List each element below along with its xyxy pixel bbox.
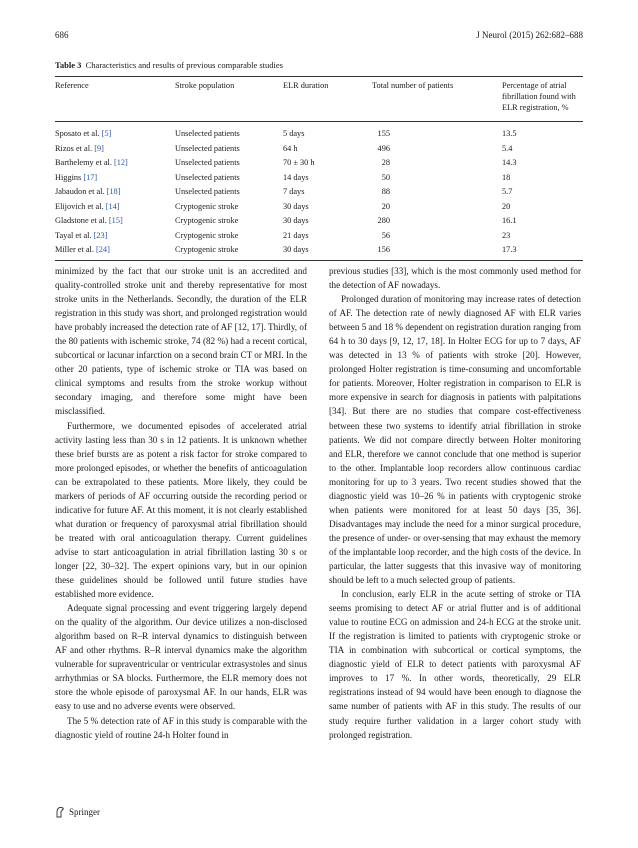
citation-link[interactable]: [9] [94,143,104,153]
table-row [55,216,583,231]
cell-duration: 30 days [283,216,309,225]
cell-percent: 5.7 [502,187,513,196]
cell-percent: 14.3 [502,158,517,167]
cell-reference: Rizos et al. [9] [55,143,104,153]
cell-percent: 17.3 [502,245,517,254]
citation-link[interactable]: [24] [96,245,110,254]
cell-reference: Jabaudon et al. [18] [55,187,121,196]
cell-total: 156 [377,245,390,254]
right-column [329,264,581,742]
cell-total: 496 [377,143,390,153]
cell-population: Unselected patients [175,129,240,138]
footer [55,806,100,818]
page-number: 686 [55,30,69,40]
journal-citation: J Neurol (2015) 262:682–688 [476,30,583,40]
table-caption [55,60,583,70]
paragraph: Prolonged duration of monitoring may increase rates of detection of AF. The detection rate of newly diagnosed AF with ELR varies between 5 and 18 % dependent on registration duration ranging from 64 h to 30 days [9, 12, 17, 18]. In Holter ECG for up to 7 days, AF was detected in 13 % of patients with stroke [20]. However, prolonged Holter registration is time-consuming and uncomfortable for patients. Moreover, Holter registration in comparison to ELR is more expensive in search for diagnosis in patients with palpitations [34]. But there are no studies that compare cost-effectiveness between these two systems to identify atrial fibrillation in stroke patients. We did not compare directly between Holter monitoring and ELR, therefore we cannot conclude that one method is superior to the other. Implantable loop recorders allow continuous cardiac monitoring for up to 3 years. Two recent studies showed that the diagnostic yield was 10–26 % in patients with cryptogenic stroke when patients were monitored for at least 50 days [35, 36]. Disadvantages may include the need for a minor surgical procedure, the presence of under- or over-sensing that may exhaust the memory of the implantable loop recorder, and the high costs of the device. In particular, the latter suggests that this invasive way of monitoring should be left to a much selected group of patients. [329,294,581,586]
cell-percent: 18 [502,172,511,182]
table-label: Table 3 [55,60,82,70]
cell-reference: Tayal et al. [23] [55,230,108,240]
cell-duration: 7 days [283,187,305,196]
cell-duration: 21 days [283,230,309,240]
cell-population: Cryptogenic stroke [175,230,239,240]
cell-population: Cryptogenic stroke [175,216,239,225]
table-row [55,144,583,159]
citation-link[interactable]: [5] [101,129,112,138]
citation-link[interactable]: [17] [83,172,98,182]
citation-link[interactable]: [14] [105,201,120,211]
cell-total: 88 [381,187,390,196]
cell-population: Unselected patients [175,143,240,153]
cell-percent: 5.4 [502,143,513,153]
cell-reference: Barthelemy et al. [12] [55,158,128,167]
paragraph: minimized by the fact that our stroke unit is an accredited and quality-controlled stroke unit and thereby representative for most stroke units in the Netherlands. Secondly, the duration of the ELR registration in this study was short, and prolonged registration would have probably increased the detection rate of AF [12, 17]. Thirdly, of the 80 patients with ischemic stroke, 74 (82 %) had a recent cortical, subcortical or lacunar infarction on a second brain CT or MRI. In the other 20 patients, type of ischemic stroke or TIA was based on clinical symptoms and results from the stroke workup without secondary imaging, and therefore some might have been misclassified. [55,266,307,417]
citation-link[interactable]: [18] [106,187,121,196]
cell-reference: Miller et al. [24] [55,245,110,254]
table-caption-text: Characteristics and results of previous comparable studies [85,60,283,70]
cell-reference: Sposato et al. [5] [55,129,112,138]
cell-total: 20 [381,201,390,211]
cell-duration: 70 ± 30 h [283,158,315,167]
cell-duration: 30 days [283,245,309,254]
cell-total: 280 [377,216,390,225]
running-header [55,30,583,42]
springer-horse-icon [55,806,65,818]
paragraph: In conclusion, early ELR in the acute setting of stroke or TIA seems promising to detect AF or atrial flutter and is of additional value to routine ECG on admission and 24-h ECG at the stroke unit. If the registration is limited to patients with cryptogenic stroke or TIA in combination with subcortical or cortical symptoms, the diagnostic yield of ELR to detect patients with paroxysmal AF improves to 17 %. In other words, theoretically, 29 ELR registrations instead of 94 would have been enough to diagnose the same number of patients with AF in this study. The results of our study require further validation in a larger cohort study with prolonged registration. [329,589,581,740]
cell-percent: 16.1 [502,216,517,225]
cell-total: 28 [381,158,390,167]
cell-duration: 5 days [283,129,305,138]
paragraph: Adequate signal processing and event triggering largely depend on the quality of the algorithm. Our device utilizes a non-disclosed algorithm based on R–R interval dynamics to distinguish between AF and other rhythms. R–R interval dynamics make the algorithm vulnerable for supraventricular or ventricular extrasystoles and sinus arrhythmias or SA blocks. Furthermore, the ELR memory does not store the whole episode of paroxysmal AF. In our hands, ELR was easy to use and no adverse events were observed. [55,603,307,712]
cell-percent: 20 [502,201,511,211]
cell-reference: Gladstone et al. [15] [55,216,123,225]
cell-total: 155 [377,129,390,138]
table-row [55,158,583,173]
cell-total: 56 [381,230,390,240]
cell-population: Unselected patients [175,158,240,167]
cell-duration: 30 days [283,201,309,211]
cell-reference: Elijovich et al. [14] [55,201,120,211]
header-total-patients: Total number of patients [372,81,454,90]
table-bottom-rule [55,260,583,261]
cell-reference: Higgins [17] [55,172,98,182]
cell-duration: 14 days [283,172,309,182]
cell-duration: 64 h [283,143,298,153]
paragraph: previous studies [33], which is the most commonly used method for the detection of AF nowadays. [329,266,581,291]
paragraph: Furthermore, we documented episodes of accelerated atrial activity lasting less than 30 s in 12 patients. It is unknown whether these brief bursts are as potent a risk factor for stroke compared to more prolonged episodes, or whether the benefits of anticoagulation can be extrapolated to these patients. More likely, they could be markers of periods of AF occurring outside the recording period or indicative for future AF. At this moment, it is not clearly established what duration or frequency of paroxysmal atrial fibrillation should be treated with oral anticoagulation therapy. Current guidelines advise to start anticoagulation in atrial fibrillation lasting 30 s or longer [22, 30–32]. The expert opinions vary, but in our opinion these guidelines should be followed until future studies have established more evidence. [55,420,307,600]
header-reference: Reference [55,81,89,90]
table-row [55,231,583,246]
left-column [55,264,307,742]
results-table [55,77,583,260]
cell-population: Cryptogenic stroke [175,201,239,211]
paragraph: The 5 % detection rate of AF in this study is comparable with the diagnostic yield of routine 24-h Holter found in [55,715,307,740]
header-stroke-population: Stroke population [175,81,235,90]
header-elr-duration: ELR duration [283,81,329,90]
cell-population: Unselected patients [175,172,240,182]
table-header-row [55,77,583,121]
table-row [55,187,583,202]
table-row [55,122,583,144]
table-3 [55,60,583,261]
cell-total: 50 [381,172,390,182]
cell-percent: 13.5 [502,129,517,138]
citation-link[interactable]: [23] [93,230,108,240]
cell-population: Cryptogenic stroke [175,245,239,254]
table-row [55,245,583,260]
citation-link[interactable]: [15] [108,216,123,225]
table-row [55,202,583,217]
table-row [55,173,583,188]
header-percentage-af: Percentage of atrial fibrillation found with ELR registration, % [502,81,576,112]
cell-percent: 23 [502,230,511,240]
citation-link[interactable]: [12] [113,158,128,167]
publisher-name: Springer [69,807,100,817]
cell-population: Unselected patients [175,187,240,196]
